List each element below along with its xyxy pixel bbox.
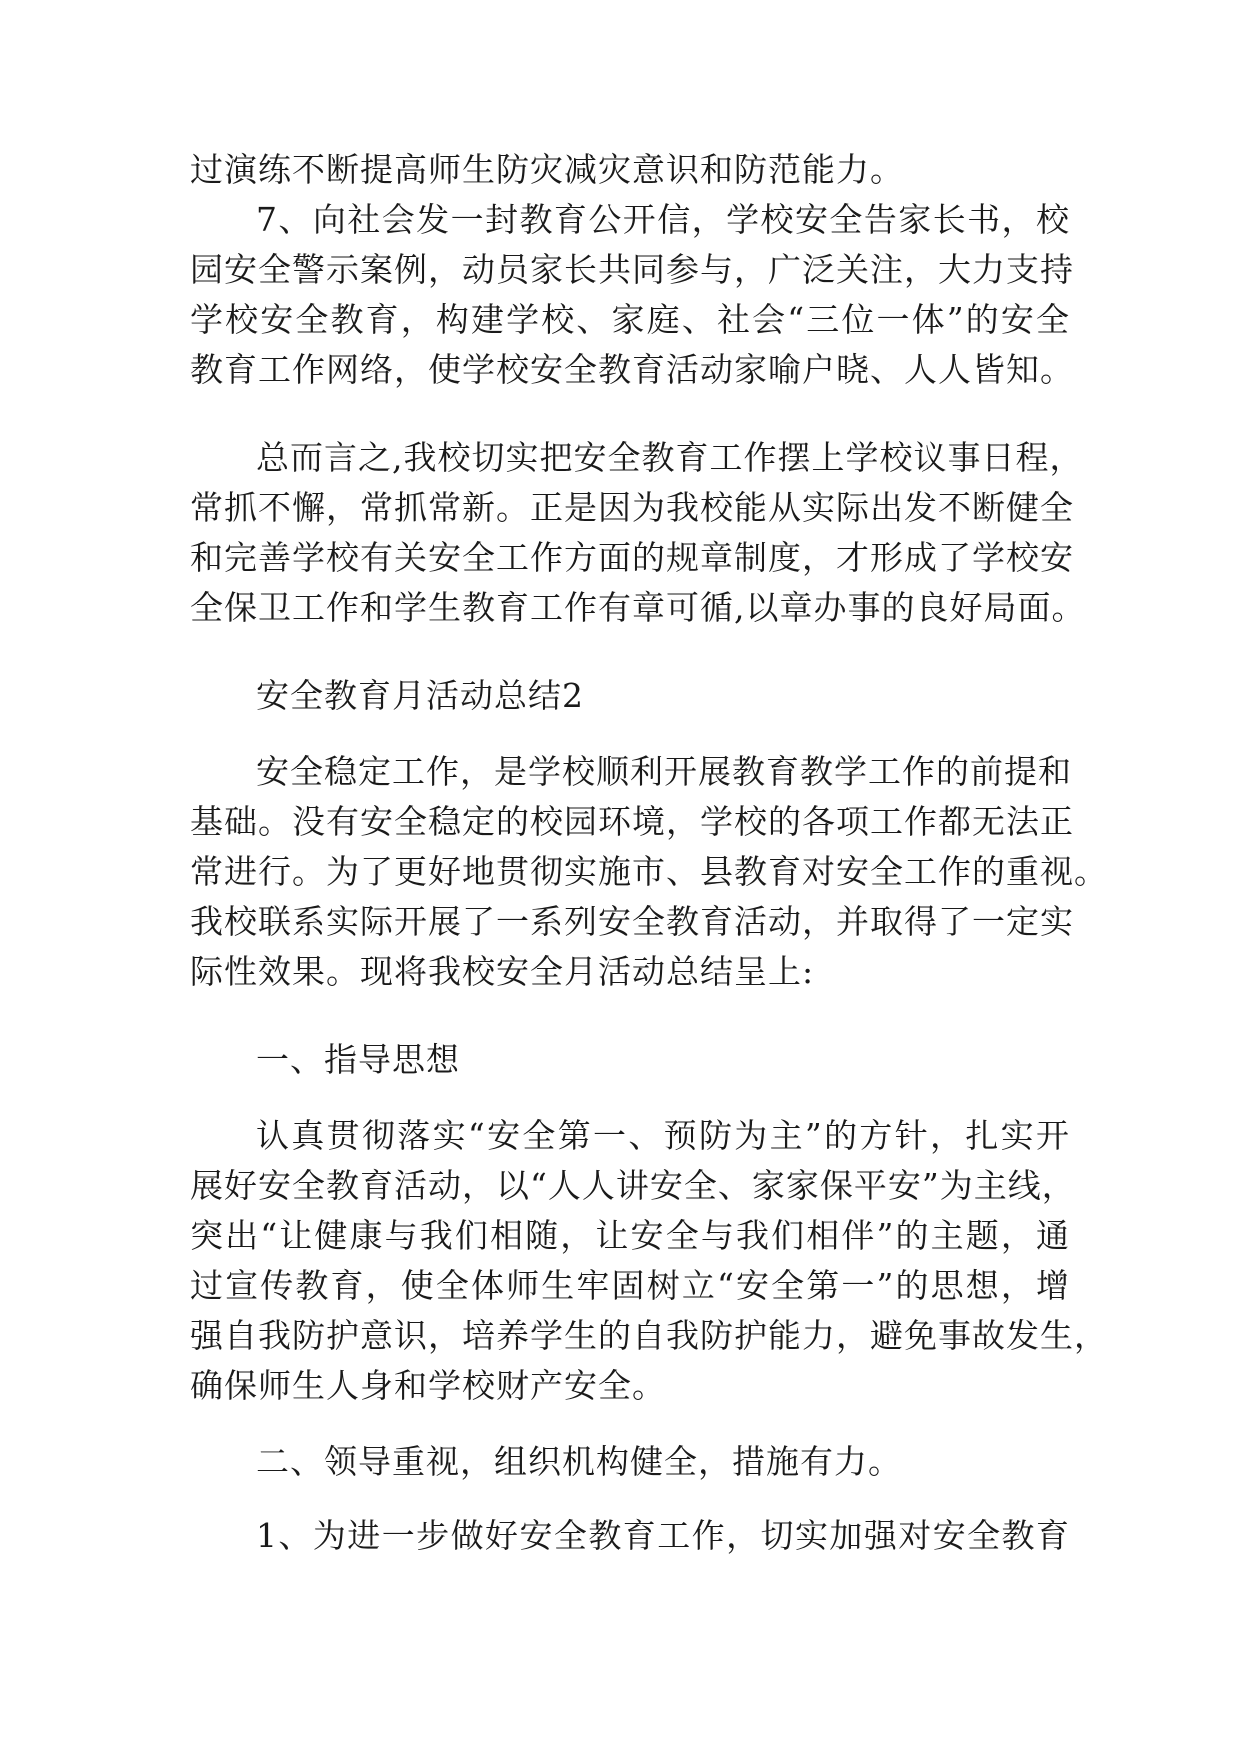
body-text-line: 常抓不懈，常抓常新。正是因为我校能从实际出发不断健全 [190, 488, 1074, 527]
section-heading: 安全教育月活动总结2 [256, 676, 584, 715]
body-text-line: 确保师生人身和学校财产安全。 [190, 1366, 666, 1405]
paragraph-first-line: 1、为进一步做好安全教育工作，切实加强对安全教育 [256, 1516, 1070, 1555]
paragraph-first-line: 安全稳定工作，是学校顺利开展教育教学工作的前提和 [256, 752, 1072, 791]
paragraph-first-line: 7、向社会发一封教育公开信，学校安全告家长书，校 [256, 200, 1070, 239]
section-heading: 二、领导重视，组织机构健全，措施有力。 [256, 1442, 902, 1481]
paragraph-first-line: 总而言之,我校切实把安全教育工作摆上学校议事日程， [256, 438, 1084, 477]
body-text-line: 际性效果。现将我校安全月活动总结呈上: [190, 952, 815, 991]
body-text-line: 基础。没有安全稳定的校园环境，学校的各项工作都无法正 [190, 802, 1074, 841]
section-heading: 一、指导思想 [256, 1040, 460, 1079]
body-text-line: 展好安全教育活动，以“人人讲安全、家家保平安”为主线， [190, 1166, 1076, 1205]
body-text-line: 全保卫工作和学生教育工作有章可循,以章办事的良好局面。 [190, 588, 1086, 627]
body-text-line: 园安全警示案例，动员家长共同参与，广泛关注，大力支持 [190, 250, 1074, 289]
body-text-line: 教育工作网络，使学校安全教育活动家喻户晓、人人皆知。 [190, 350, 1074, 389]
body-text-line: 和完善学校有关安全工作方面的规章制度，才形成了学校安 [190, 538, 1074, 577]
body-text-line: 突出“让健康与我们相随，让安全与我们相伴”的主题，通 [190, 1216, 1070, 1255]
body-text-line: 强自我防护意识，培养学生的自我防护能力，避免事故发生， [190, 1316, 1108, 1355]
paragraph-first-line: 认真贯彻落实“安全第一、预防为主”的方针，扎实开 [256, 1116, 1070, 1155]
body-text-line: 过宣传教育，使全体师生牢固树立“安全第一”的思想，增 [190, 1266, 1070, 1305]
body-text-line: 过演练不断提高师生防灾减灾意识和防范能力。 [190, 150, 904, 189]
body-text-line: 我校联系实际开展了一系列安全教育活动，并取得了一定实 [190, 902, 1074, 941]
body-text-line: 常进行。为了更好地贯彻实施市、县教育对安全工作的重视。 [190, 852, 1108, 891]
body-text-line: 学校安全教育，构建学校、家庭、社会“三位一体”的安全 [190, 300, 1070, 339]
